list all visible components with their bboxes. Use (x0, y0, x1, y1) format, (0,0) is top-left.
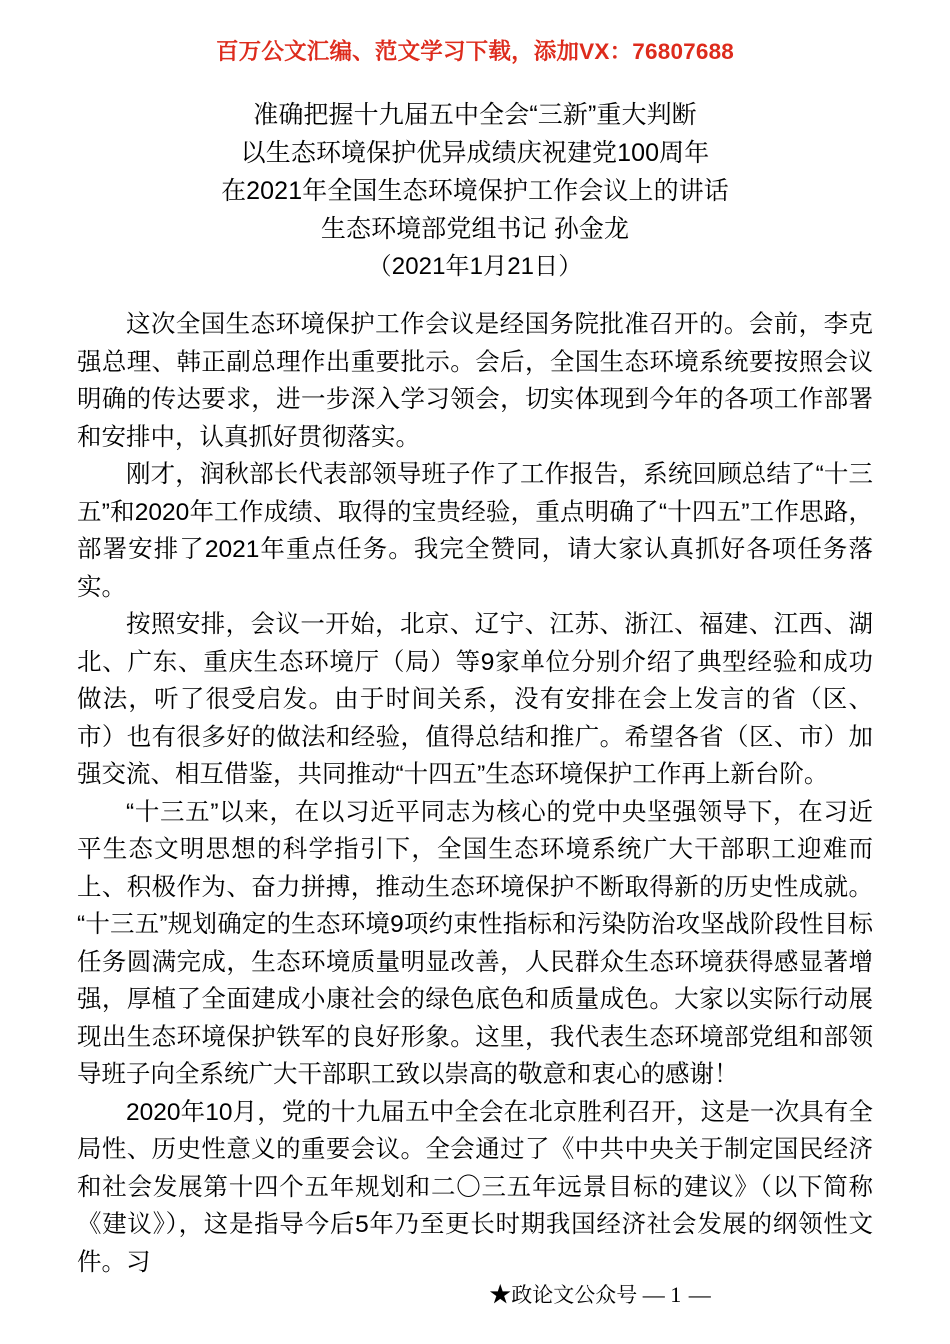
title-line-2: 以生态环境保护优异成绩庆祝建党100周年 (240, 139, 710, 167)
title-line-author: 生态环境部党组书记 孙金龙 (320, 215, 630, 243)
document-body (77, 306, 873, 1281)
body-paragraph-3: 按照安排，会议一开始，北京、辽宁、江苏、浙江、福建、江西、湖北、广东、重庆生态环境厅（局）等9家单位分别介绍了典型经验和成功做法，听了很受启发。由于时间关系，没有安排在会上发言的省（区、市）也有很多好的做法和经验，值得总结和推广。希望各省（区、市）加强交流、相互借鉴，共同推动“十四五”生态环境保护工作再上新台阶。 (77, 611, 873, 788)
footer-right-dash: — (688, 1282, 711, 1307)
footer-watermark: 政论文公众号 (511, 1283, 638, 1307)
title-line-3: 在2021年全国生态环境保护工作会议上的讲话 (221, 177, 729, 205)
page-footer (0, 1281, 950, 1309)
star-icon: ★ (489, 1282, 512, 1307)
body-paragraph-5: 2020年10月，党的十九届五中全会在北京胜利召开，这是一次具有全局性、历史性意义的重要会议。全会通过了《中共中央关于制定国民经济和社会发展第十四个五年规划和二〇三五年远景目标的建议》（以下简称《建议》），这是指导今后5年乃至更长时期我国经济社会发展的纲领性文件。习 (77, 1098, 873, 1276)
footer-left-dash: — (642, 1282, 665, 1307)
body-paragraph-1: 这次全国生态环境保护工作会议是经国务院批准召开的。会前，李克强总理、韩正副总理作出重要批示。会后，全国生态环境系统要按照会议明确的传达要求，进一步深入学习领会，切实体现到今年的各项工作部署和安排中，认真抓好贯彻落实。 (77, 311, 873, 451)
body-paragraph-2: 刚才，润秋部长代表部领导班子作了工作报告，系统回顾总结了“十三五”和2020年工作成绩、取得的宝贵经验，重点明确了“十四五”工作思路，部署安排了2021年重点任务。我完全赞同，请大家认真抓好各项任务落实。 (77, 461, 873, 601)
page-number: 1 (670, 1282, 684, 1307)
title-line-1: 准确把握十九届五中全会“三新”重大判断 (253, 101, 697, 129)
footer-inner (239, 1281, 711, 1309)
promo-banner-text: 百万公文汇编、范文学习下载，添加VX：76807688 (215, 39, 735, 64)
title-line-date: （2021年1月21日） (367, 253, 583, 280)
body-paragraph-4: “十三五”以来，在以习近平同志为核心的党中央坚强领导下，在习近平生态文明思想的科学指引下，全国生态环境系统广大干部职工迎难而上、积极作为、奋力拼搏，推动生态环境保护不断取得新的历史性成就。“十三五”规划确定的生态环境9项约束性指标和污染防治攻坚战阶段性目标任务圆满完成，生态环境质量明显改善，人民群众生态环境获得感显著增强，厚植了全面建成小康社会的绿色底色和质量成色。大家以实际行动展现出生态环境保护铁军的良好形象。这里，我代表生态环境部党组和部领导班子向全系统广大干部职工致以崇高的敬意和衷心的感谢！ (77, 798, 873, 1088)
document-title-block (0, 96, 950, 286)
